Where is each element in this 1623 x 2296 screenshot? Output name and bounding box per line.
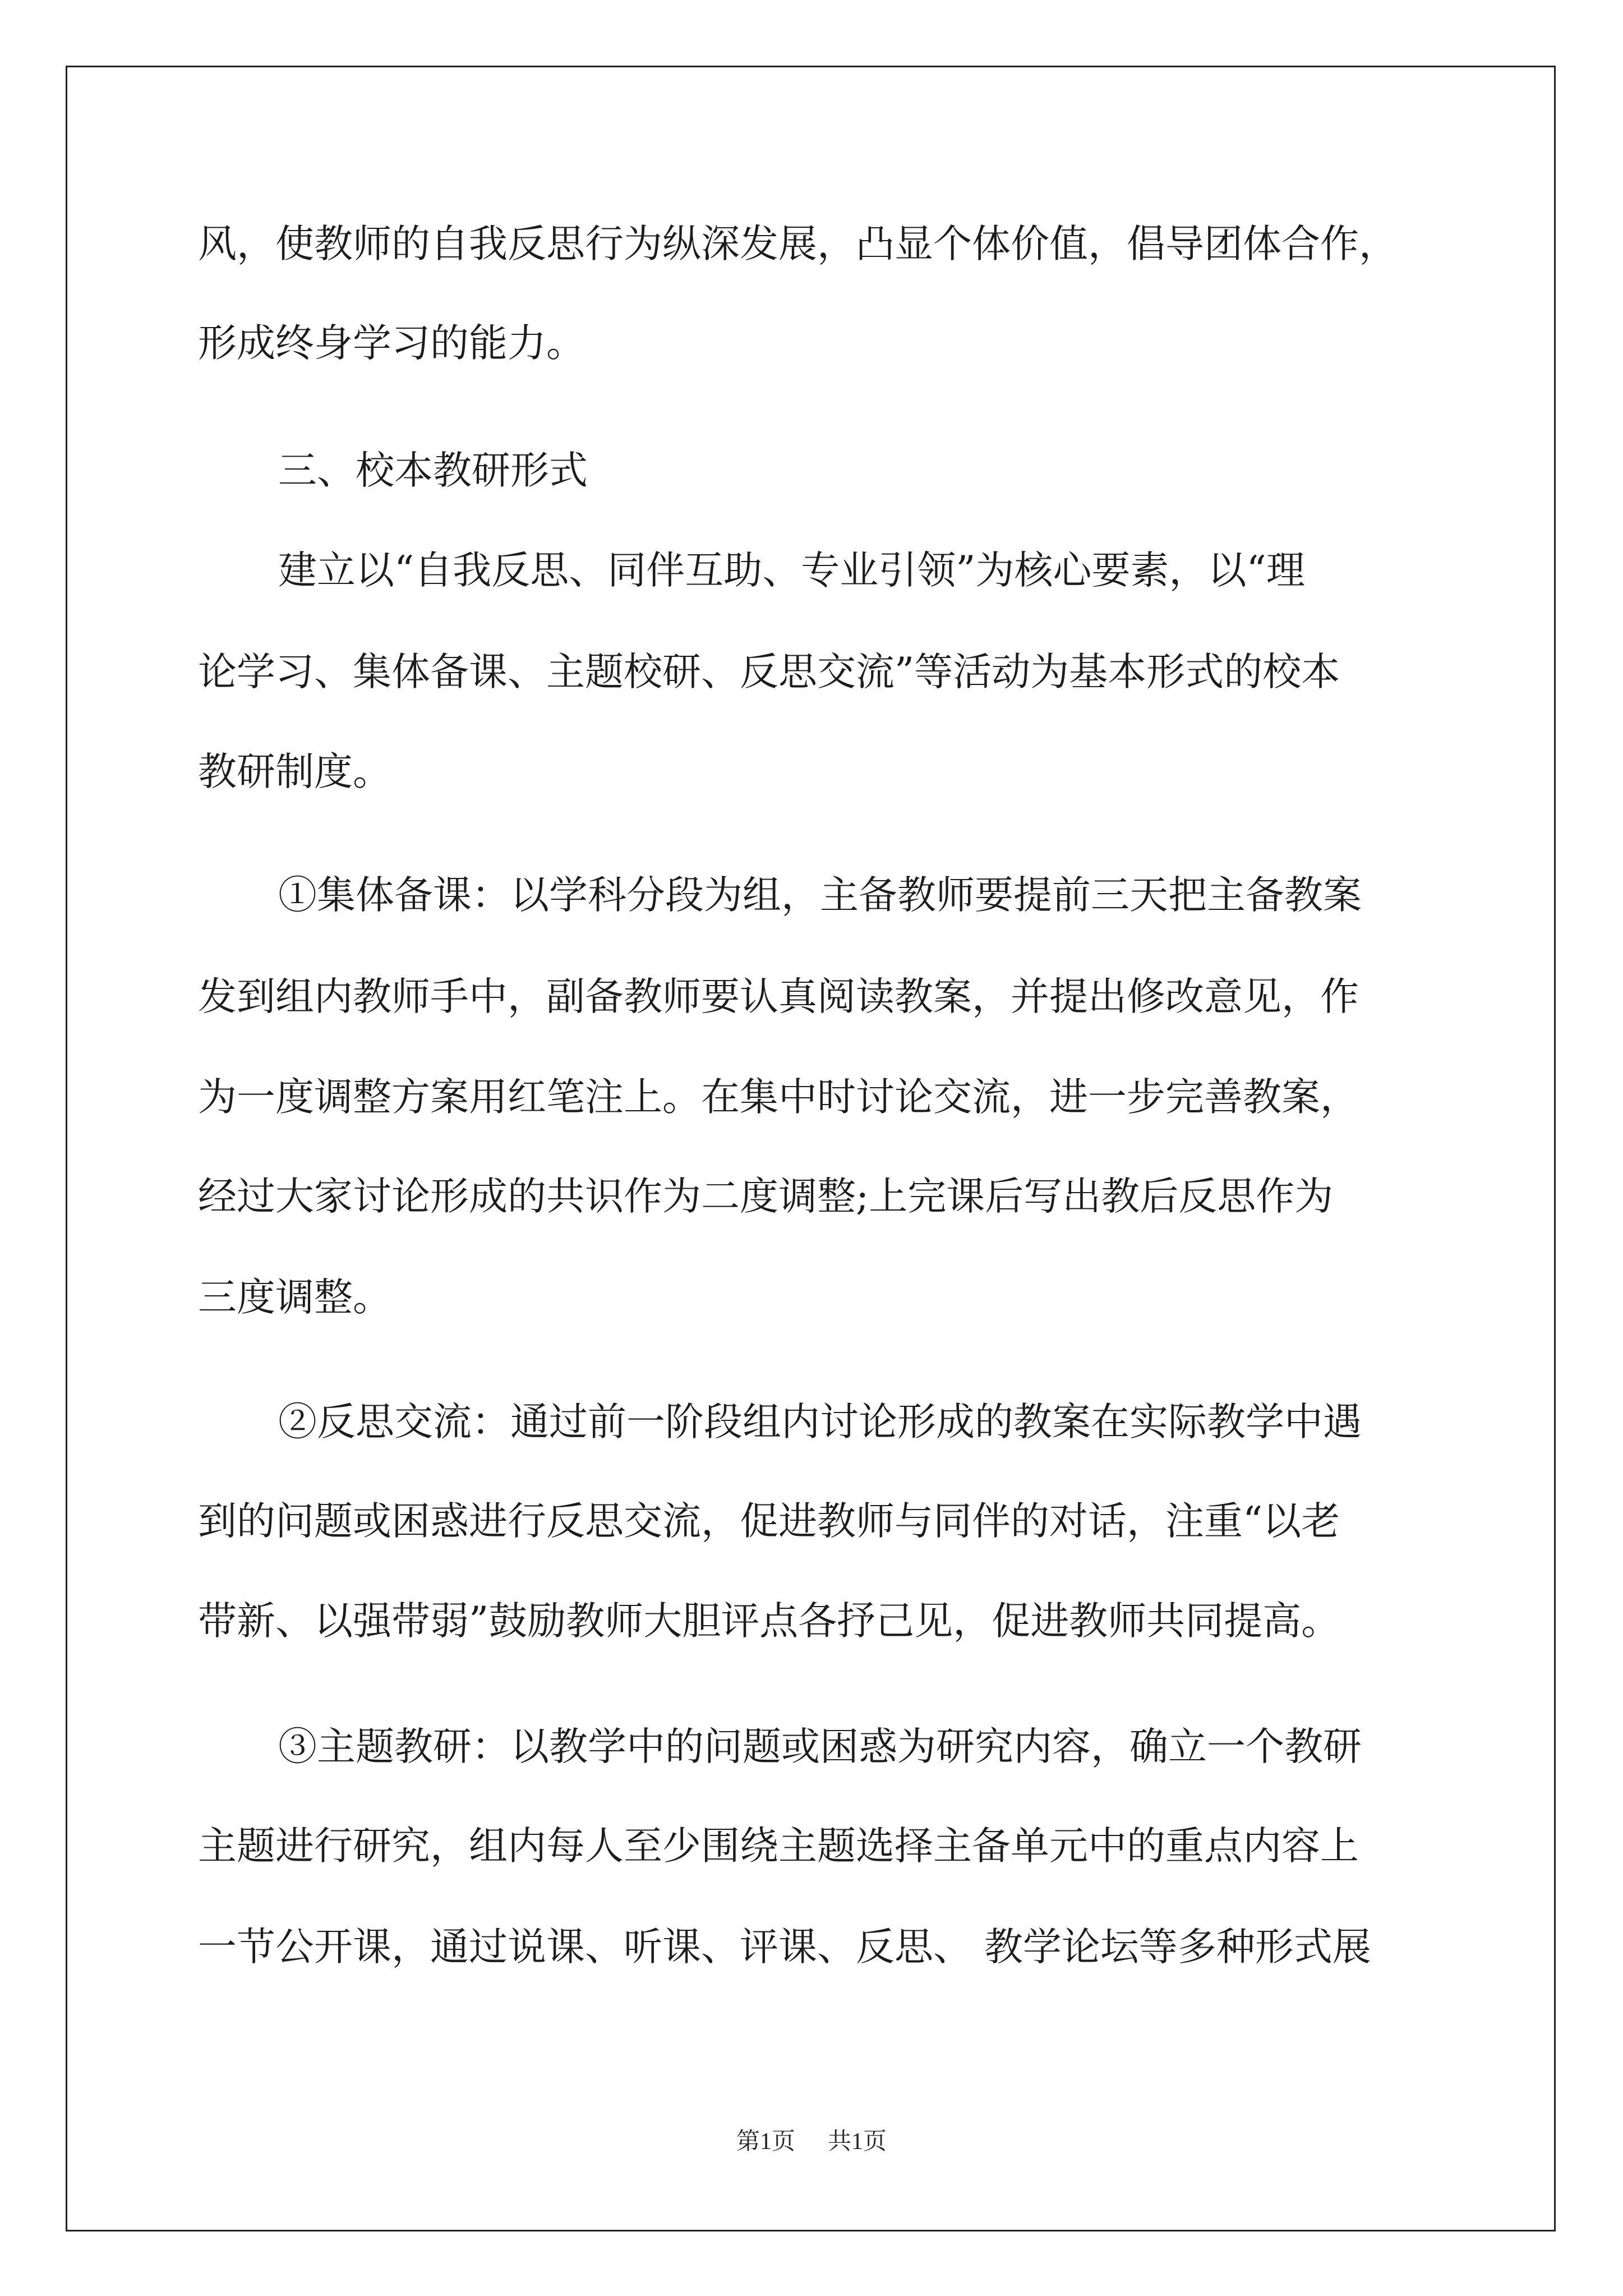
- body-text-line: 论学习、集体备课、主题校研、反思交流”等活动为基本形式的校本: [198, 650, 1340, 694]
- body-text-line: 教研制度。: [198, 749, 391, 794]
- body-text-line: ①集体备课：以学科分段为组，主备教师要提前三天把主备教案: [278, 873, 1362, 918]
- body-text-line: ②反思交流：通过前一阶段组内讨论形成的教案在实际教学中遇: [278, 1400, 1362, 1444]
- body-text-line: 一节公开课，通过说课、听课、评课、反思、 教学论坛等多种形式展: [198, 1925, 1371, 1970]
- body-text-line: 建立以“自我反思、同伴互助、专业引领”为核心要素，以“理: [278, 548, 1305, 593]
- page-border: [66, 66, 1556, 2231]
- body-text-line: 风，使教师的自我反思行为纵深发展，凸显个体价值，倡导团体合作，: [198, 222, 1398, 266]
- body-text-line: 主题进行研究，组内每人至少围绕主题选择主备单元中的重点内容上: [198, 1824, 1359, 1869]
- body-text-line: 形成终身学习的能力。: [198, 321, 585, 366]
- page-total: 共1页: [828, 2129, 887, 2155]
- body-text-line: 带新、以强带弱”鼓励教师大胆评点各抒己见，促进教师共同提高。: [198, 1599, 1340, 1644]
- body-text-line: ③主题教研：以教学中的问题或困惑为研究内容，确立一个教研: [278, 1724, 1362, 1769]
- body-text-line: 到的问题或困惑进行反思交流，促进教师与同伴的对话，注重“以老: [198, 1499, 1340, 1544]
- body-text-line: 经过大家讨论形成的共识作为二度调整;上完课后写出教后反思作为: [198, 1174, 1334, 1219]
- body-text-line: 三度调整。: [198, 1275, 391, 1320]
- page-footer: [0, 2128, 1623, 2156]
- body-text-line: 为一度调整方案用红笔注上。在集中时讨论交流，进一步完善教案，: [198, 1075, 1359, 1120]
- section-heading: 三、校本教研形式: [278, 448, 588, 493]
- page-number: 第1页: [736, 2129, 795, 2155]
- body-text-line: 发到组内教师手中，副备教师要认真阅读教案，并提出修改意见，作: [198, 974, 1359, 1019]
